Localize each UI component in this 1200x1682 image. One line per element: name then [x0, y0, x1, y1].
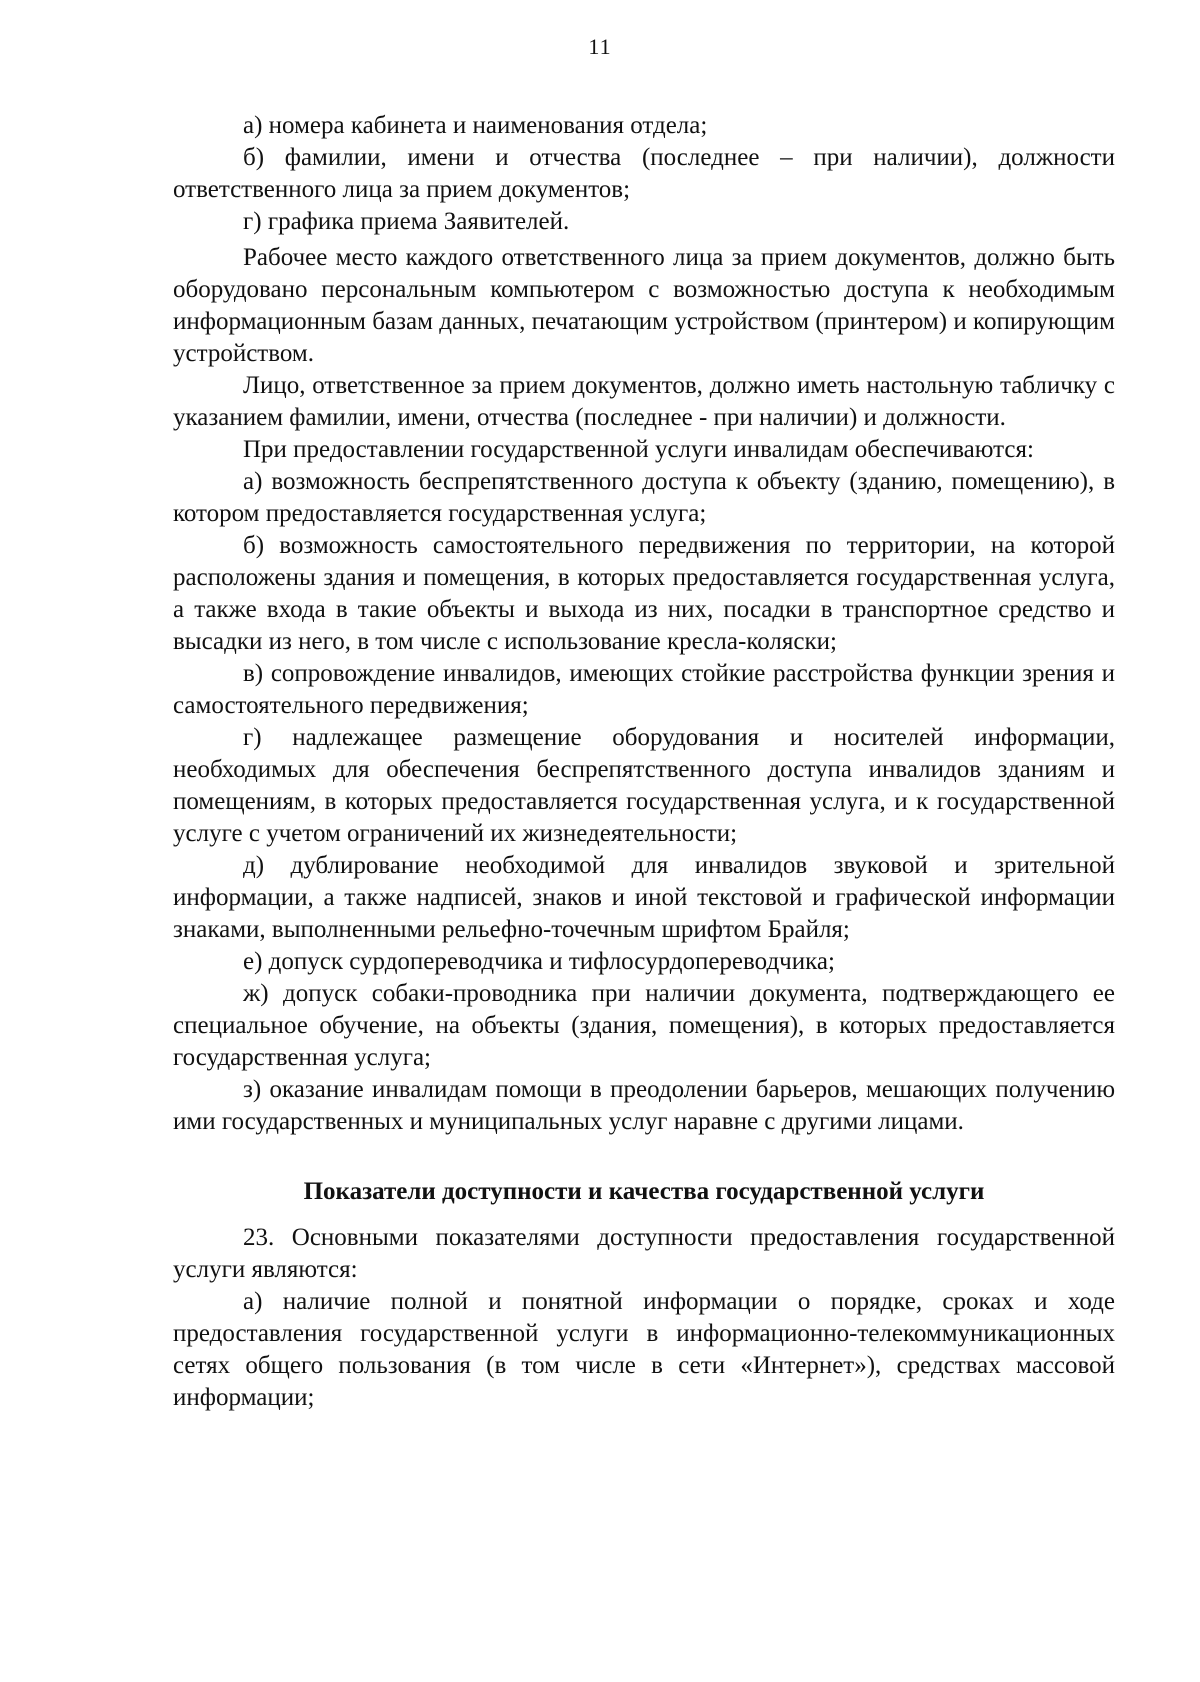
paragraph-zh-guide-dog: ж) допуск собаки-проводника при наличии документа, подтверждающего ее специальное обучение, на объекты (здания, помещения), в которых предоставляется государственная услуга;	[173, 980, 1115, 1071]
paragraph-b-surname: б) фамилии, имени и отчества (последнее – при наличии), должности ответственного лица за прием документов;	[173, 144, 1115, 203]
paragraph-a-room-number: а) номера кабинета и наименования отдела;	[243, 112, 708, 139]
paragraph-d-duplication: д) дублирование необходимой для инвалидов звуковой и зрительной информации, а также надписей, знаков и иной текстовой и графической информации знаками, выполненными рельефно-точечным шрифтом Брайля;	[173, 852, 1115, 943]
paragraph-e-interpreter: е) допуск сурдопереводчика и тифлосурдопереводчика;	[243, 948, 835, 975]
paragraph-23-indicators: 23. Основными показателями доступности предоставления государственной услуги являются:	[173, 1224, 1115, 1283]
paragraph-a-information: а) наличие полной и понятной информации о порядке, сроках и ходе предоставления государственной услуги в информационно-телекоммуникационных сетях общего пользования (в том числе в сети «Интернет»), средствах массовой информации;	[173, 1288, 1115, 1411]
page-number: 11	[588, 34, 612, 59]
document-body	[173, 110, 1115, 1414]
paragraph-g-schedule: г) графика приема Заявителей.	[243, 208, 570, 235]
paragraph-workplace: Рабочее место каждого ответственного лица за прием документов, должно быть оборудовано персональным компьютером с возможностью доступа к необходимым информационным базам данных, печатающим устройством (принтером) и копирующим устройством.	[173, 244, 1115, 367]
paragraph-a-access: а) возможность беспрепятственного доступа к объекту (зданию, помещению), в котором предоставляется государственная услуга;	[173, 468, 1115, 527]
paragraph-disabled-provisions: При предоставлении государственной услуги инвалидам обеспечиваются:	[243, 436, 1034, 463]
section-heading: Показатели доступности и качества государственной услуги	[303, 1178, 985, 1205]
paragraph-g-equipment: г) надлежащее размещение оборудования и носителей информации, необходимых для обеспечения беспрепятственного доступа инвалидов зданиям и помещениям, в которых предоставляется государственная услуга, и к государственной услуге с учетом ограничений их жизнедеятельности;	[173, 724, 1115, 847]
paragraph-z-assistance: з) оказание инвалидам помощи в преодолении барьеров, мешающих получению ими государственных и муниципальных услуг наравне с другими лицами.	[173, 1076, 1115, 1135]
paragraph-v-escort: в) сопровождение инвалидов, имеющих стойкие расстройства функции зрения и самостоятельного передвижения;	[173, 660, 1115, 719]
paragraph-b-movement: б) возможность самостоятельного передвижения по территории, на которой расположены здания и помещения, в которых предоставляется государственная услуга, а также входа в такие объекты и выхода из них, посадки в транспортное средство и высадки из него, в том числе с использование кресла-коляски;	[173, 532, 1115, 655]
paragraph-responsible-person: Лицо, ответственное за прием документов, должно иметь настольную табличку с указанием фамилии, имени, отчества (последнее - при наличии) и должности.	[173, 372, 1115, 431]
